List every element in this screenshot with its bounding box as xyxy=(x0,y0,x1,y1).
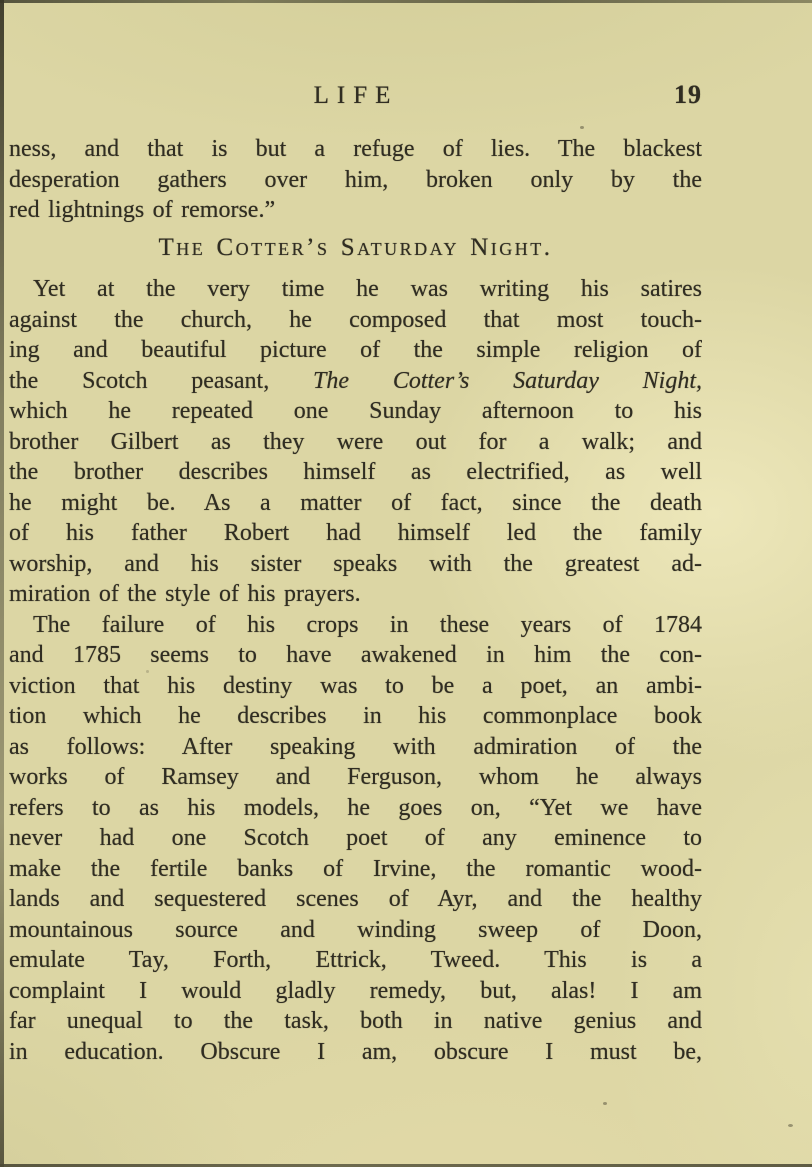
text-line: refers to as his models, he goes on, “Yet we have xyxy=(9,794,702,821)
paper-speck xyxy=(788,1124,793,1127)
text-line: complaint I would gladly remedy, but, alas! I am xyxy=(9,977,702,1004)
text-line: desperation gathers over him, broken only by the xyxy=(9,166,702,193)
scan-edge-left xyxy=(0,0,4,1167)
text-line: red lightnings of remorse.” xyxy=(9,197,276,223)
text-line: viction that his destiny was to be a poet, an ambi- xyxy=(9,672,702,699)
text-line: he might be. As a matter of fact, since the death xyxy=(9,489,702,516)
text-line: emulate Tay, Forth, Ettrick, Tweed. This is a xyxy=(9,947,702,973)
text-line: make the fertile banks of Irvine, the romantic wood- xyxy=(9,855,702,882)
text-line: of his father Robert had himself led the family xyxy=(9,520,702,546)
text-line-with-italic-title xyxy=(9,366,702,397)
text-line: against the church, he composed that most touch- xyxy=(9,306,702,333)
text-line: worship, and his sister speaks with the greatest ad- xyxy=(9,550,702,577)
text-line: Yet at the very time he was writing his satires xyxy=(33,276,702,302)
running-title: LIFE xyxy=(313,82,399,109)
text-line: The failure of his crops in these years of 1784 xyxy=(33,611,702,638)
body-text xyxy=(9,134,702,1067)
text-line: the brother describes himself as electrified, as well xyxy=(9,459,702,485)
text-line: as follows: After speaking with admiration of the xyxy=(9,733,702,760)
text-line: ing and beautiful picture of the simple religion of xyxy=(9,337,702,363)
page-number: 19 xyxy=(674,80,702,109)
text-line: works of Ramsey and Ferguson, whom he always xyxy=(9,764,702,790)
text-segment: the Scotch peasant, xyxy=(9,367,314,394)
text-line: tion which he describes in his commonplace book xyxy=(9,703,702,729)
text-line: in education. Obscure I am, obscure I must be, xyxy=(9,1038,702,1065)
text-line: mountainous source and winding sweep of Doon, xyxy=(9,916,702,943)
paper-speck xyxy=(603,1102,607,1105)
text-line: never had one Scotch poet of any eminence to xyxy=(9,825,702,851)
book-title-italic: The Cotter’s Saturday Night, xyxy=(313,367,702,394)
section-heading: The Cotter’s Saturday Night. xyxy=(158,233,553,261)
text-line: which he repeated one Sunday afternoon to his xyxy=(9,398,702,424)
text-line: lands and sequestered scenes of Ayr, and the healthy xyxy=(9,886,702,912)
text-line: far unequal to the task, both in native genius and xyxy=(9,1008,702,1034)
paper-speck xyxy=(580,126,584,129)
text-line: brother Gilbert as they were out for a walk; and xyxy=(9,428,702,455)
text-line: ness, and that is but a refuge of lies. The blackest xyxy=(9,136,702,162)
text-line: and 1785 seems to have awakened in him the con- xyxy=(9,642,702,668)
text-line: miration of the style of his prayers. xyxy=(9,581,361,607)
scan-edge-top xyxy=(0,0,812,3)
